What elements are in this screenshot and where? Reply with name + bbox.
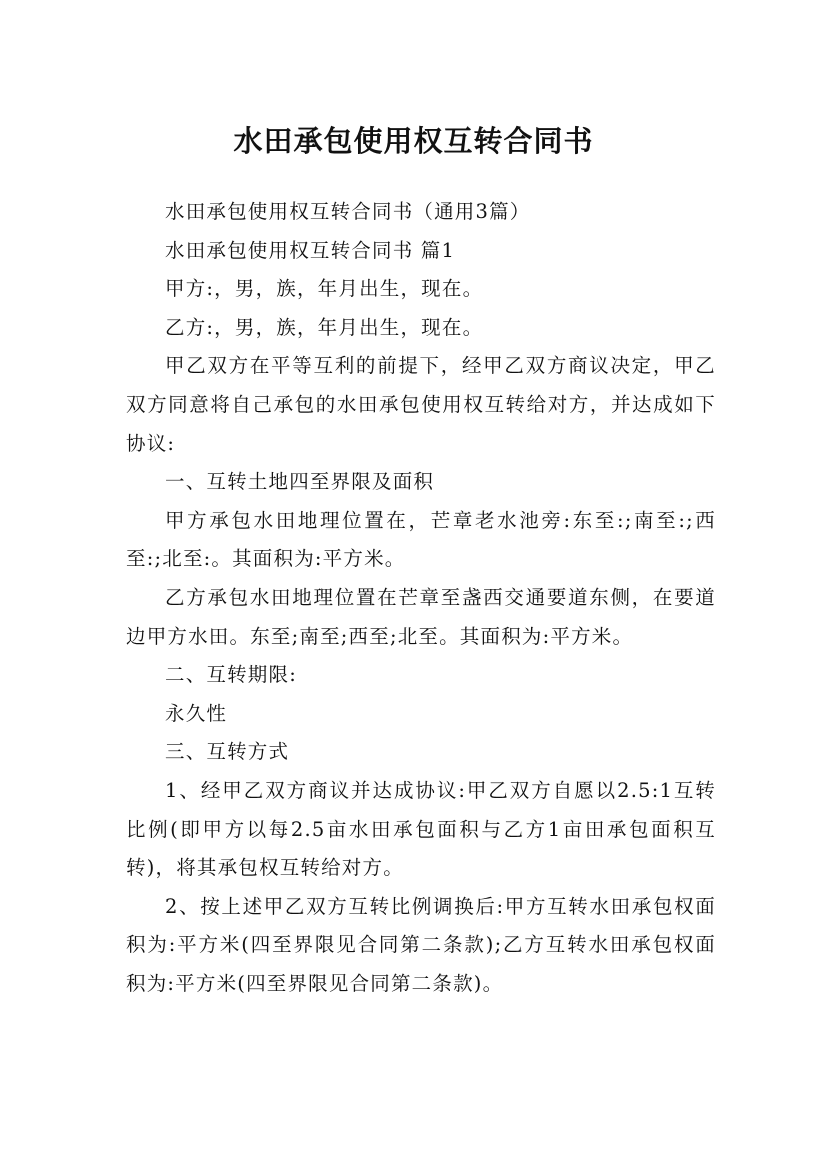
paragraph-party-a-land: 甲方承包水田地理位置在，芒章老水池旁:东至:;南至:;西至:;北至:。其面积为:平方米。	[126, 508, 716, 571]
paragraph-clause-one-heading: 一、互转土地四至界限及面积	[165, 470, 435, 494]
document-title: 水田承包使用权互转合同书	[233, 124, 594, 159]
document-body	[126, 193, 716, 1003]
paragraph-party-b: 乙方:，男，族，年月出生，现在。	[165, 315, 484, 339]
paragraph-party-a: 甲方:，男，族，年月出生，现在。	[165, 277, 484, 301]
paragraph-subtitle: 水田承包使用权互转合同书（通用3篇）	[165, 200, 531, 223]
paragraph-exchange-ratio: 1、经甲乙双方商议并达成协议:甲乙双方自愿以2.5:1互转比例(即甲方以每2.5亩水田承包面积与乙方1亩田承包面积互转)，将其承包权互转给对方。	[126, 778, 716, 880]
paragraph-agreement-intro: 甲乙双方在平等互利的前提下，经甲乙双方商议决定，甲乙双方同意将自己承包的水田承包使用权互转给对方，并达成如下协议:	[126, 354, 716, 455]
paragraph-term: 永久性	[165, 701, 228, 725]
paragraph-clause-two-heading: 二、互转期限:	[165, 663, 297, 687]
paragraph-clause-three-heading: 三、互转方式	[165, 740, 290, 764]
paragraph-party-b-land: 乙方承包水田地理位置在芒章至盏西交通要道东侧，在要道边甲方水田。东至;南至;西至;北至。其面积为:平方米。	[126, 585, 716, 648]
paragraph-exchange-area: 2、按上述甲乙双方互转比例调换后:甲方互转水田承包权面积为:平方米(四至界限见合同第二条款);乙方互转水田承包权面积为:平方米(四至界限见合同第二条款)。	[126, 894, 716, 995]
paragraph-section-heading: 水田承包使用权互转合同书 篇1	[165, 238, 456, 262]
